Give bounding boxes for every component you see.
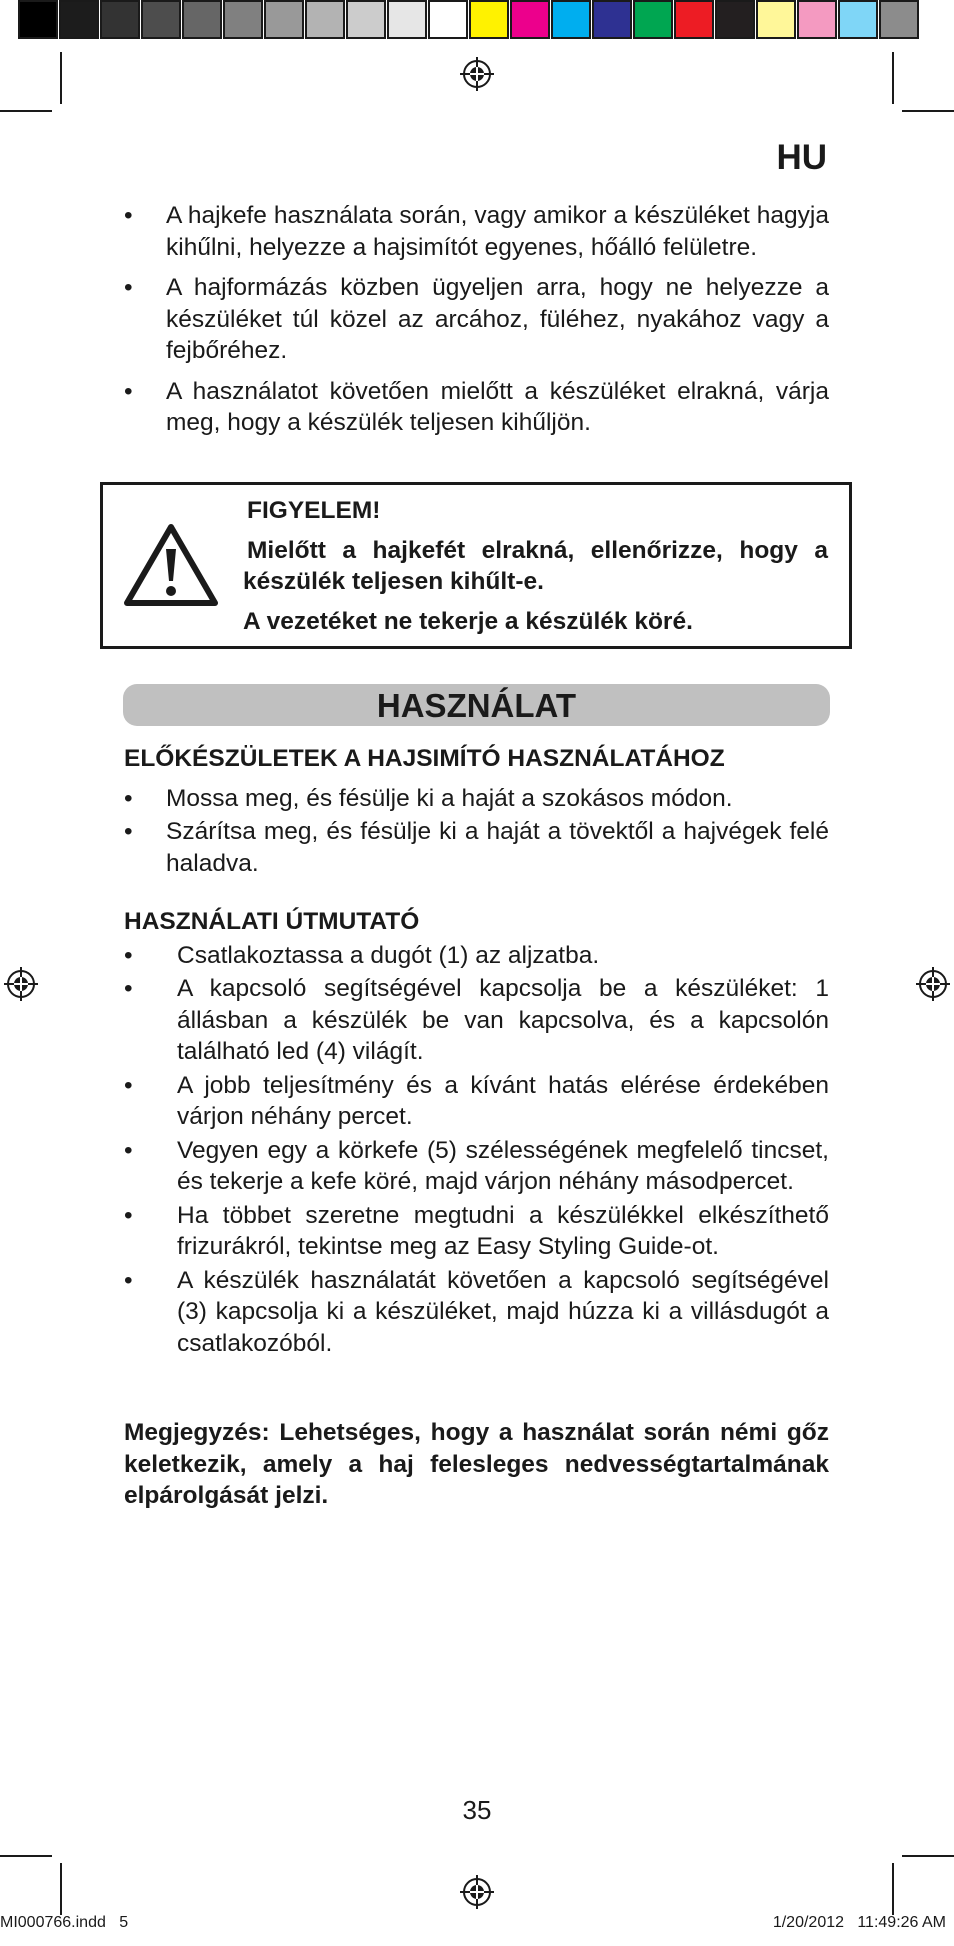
crop-mark	[902, 110, 954, 112]
registration-mark-icon	[460, 57, 494, 91]
list-item: • Mossa meg, és fésülje ki a haját a szokásos módon.	[124, 783, 829, 815]
color-swatch	[633, 0, 673, 39]
registration-mark-icon	[916, 967, 950, 1001]
warning-text	[243, 495, 828, 646]
crop-mark	[0, 110, 52, 112]
crop-mark	[892, 52, 894, 104]
crop-mark	[902, 1855, 954, 1857]
subsection-heading: ELŐKÉSZÜLETEK A HAJSIMÍTÓ HASZNÁLATÁHOZ	[124, 745, 725, 772]
color-swatch	[510, 0, 550, 39]
page-number: 35	[462, 1795, 492, 1825]
color-swatch	[18, 0, 58, 39]
slug-filename: MI000766.indd 5	[0, 1914, 129, 1931]
color-swatch	[59, 0, 99, 39]
color-swatch	[592, 0, 632, 39]
color-swatch	[674, 0, 714, 39]
color-swatch	[797, 0, 837, 39]
list-item: • A hajformázás közben ügyeljen arra, hogy ne helyezze a készüléket túl közel az arcához, füléhez, nyakához vagy a fejbőréhez.	[124, 272, 829, 367]
color-swatch	[223, 0, 263, 39]
warning-title: FIGYELEM!	[247, 497, 381, 524]
color-swatch	[551, 0, 591, 39]
list-item: • Vegyen egy a körkefe (5) szélességének megfelelő tincset, és tekerje a kefe köré, majd várjon néhány másodpercet.	[124, 1135, 829, 1198]
crop-mark	[0, 1855, 52, 1857]
color-swatch	[264, 0, 304, 39]
color-swatch	[879, 0, 919, 39]
list-item: • A használatot követően mielőtt a készüléket elrakná, várja meg, hogy a készülék teljesen kihűljön.	[124, 376, 829, 439]
note-section	[124, 1417, 829, 1512]
color-swatch	[100, 0, 140, 39]
preparation-section	[124, 743, 829, 888]
section-title: HASZNÁLAT	[123, 684, 830, 726]
list-item: • A hajkefe használata során, vagy amikor a készüléket hagyja kihűlni, helyezze a hajsimítót egyenes, hőálló felületre.	[124, 200, 829, 263]
instructions-list	[124, 940, 829, 1360]
color-swatch	[387, 0, 427, 39]
color-calibration-bar	[18, 0, 920, 43]
list-item: • Ha többet szeretne megtudni a készülékkel elkészíthető frizurákról, tekintse meg az Easy Styling Guide-ot.	[124, 1200, 829, 1263]
color-swatch	[838, 0, 878, 39]
color-swatch	[715, 0, 755, 39]
list-item: • A készülék használatát követően a kapcsoló segítségével (3) kapcsolja ki a készüléket, majd húzza ki a villásdugót a csatlakozóból.	[124, 1265, 829, 1360]
color-swatch	[346, 0, 386, 39]
intro-section	[124, 200, 829, 448]
slug-timestamp: 1/20/2012 11:49:26 AM	[772, 1914, 946, 1931]
color-swatch	[469, 0, 509, 39]
crop-mark	[892, 1863, 894, 1915]
note-text: Megjegyzés: Lehetséges, hogy a használat során némi gőz keletkezik, amely a haj felesleges nedvességtartalmának elpárolgását jelzi.	[124, 1419, 829, 1509]
warning-line: A vezetéket ne tekerje a készülék köré.	[243, 608, 693, 635]
list-item: • A kapcsoló segítségével kapcsolja be a készüléket: 1 állásban a készülék be van kapcsolva, és a kapcsolón található led (4) világít.	[124, 973, 829, 1068]
list-item: • Szárítsa meg, és fésülje ki a haját a tövektől a hajvégek felé haladva.	[124, 816, 829, 879]
instructions-section	[124, 906, 829, 1361]
crop-mark	[60, 1863, 62, 1915]
warning-box	[100, 482, 852, 649]
color-swatch	[305, 0, 345, 39]
list-item: • A jobb teljesítmény és a kívánt hatás elérése érdekében várjon néhány percet.	[124, 1070, 829, 1133]
crop-mark	[60, 52, 62, 104]
color-swatch	[182, 0, 222, 39]
intro-bullet-list	[124, 200, 829, 439]
language-code: HU	[776, 138, 827, 177]
color-swatch	[756, 0, 796, 39]
warning-triangle-icon	[123, 523, 219, 609]
registration-mark-icon	[4, 967, 38, 1001]
preparation-list	[124, 783, 829, 880]
list-item: • Csatlakoztassa a dugót (1) az aljzatba.	[124, 940, 829, 972]
warning-line: Mielőtt a hajkefét elrakná, ellenőrizze, hogy a készülék teljesen kihűlt-e.	[243, 537, 828, 595]
color-swatch	[428, 0, 468, 39]
registration-mark-icon	[460, 1875, 494, 1909]
color-swatch	[141, 0, 181, 39]
subsection-heading: HASZNÁLATI ÚTMUTATÓ	[124, 908, 420, 935]
